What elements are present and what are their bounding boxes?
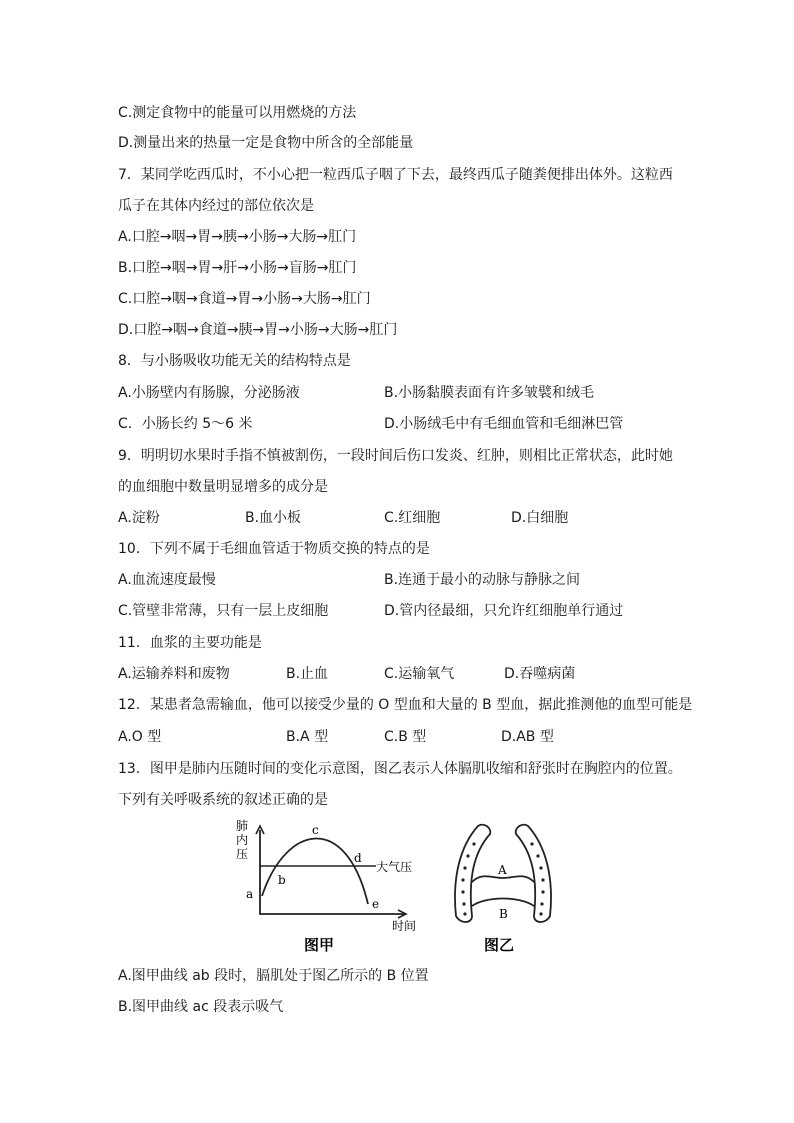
option-c-q7: C.口腔→咽→食道→胃→小肠→大肠→肛门	[118, 291, 371, 307]
ylabel-char2: 内	[236, 833, 249, 847]
option-b-q8: B.小肠黏膜表面有许多皱襞和绒毛	[384, 385, 595, 401]
label-b: B	[499, 907, 508, 921]
option-d-q11: D.吞噬病菌	[504, 666, 576, 682]
option-c-q12: C.B 型	[384, 729, 427, 745]
option-c-q10: C.管壁非常薄，只有一层上皮细胞	[118, 603, 329, 619]
point-b: b	[278, 873, 286, 887]
option-b-q12: B.A 型	[286, 729, 329, 745]
option-d-q6: D.测量出来的热量一定是食物中所含的全部能量	[118, 135, 414, 151]
diaphragm-b	[472, 899, 534, 907]
figure-jia	[226, 816, 426, 958]
option-c-q8: C．小肠长约 5～6 米	[118, 416, 253, 432]
option-c-q9: C.红细胞	[384, 510, 441, 526]
caption-yi: 图乙	[484, 936, 515, 954]
option-d-q12: D.AB 型	[501, 729, 554, 745]
option-a-q7: A.口腔→咽→胃→胰→小肠→大肠→肛门	[118, 229, 357, 245]
question-7-line1: 7．某同学吃西瓜时，不小心把一粒西瓜子咽了下去，最终西瓜子随粪便排出体外。这粒西	[118, 167, 673, 183]
option-b-q10: B.连通于最小的动脉与静脉之间	[384, 572, 581, 588]
label-a: A	[498, 863, 507, 877]
option-a-q8: A.小肠壁内有肠腺，分泌肠液	[118, 385, 300, 401]
question-9-line1: 9．明明切水果时手指不慎被割伤，一段时间后伤口发炎、红肿，则相比正常状态，此时她	[118, 448, 673, 464]
option-a-q13: A.图甲曲线 ab 段时，膈肌处于图乙所示的 B 位置	[118, 968, 429, 984]
question-7-line2: 瓜子在其体内经过的部位依次是	[118, 198, 314, 214]
option-d-q8: D.小肠绒毛中有毛细血管和毛细淋巴管	[384, 416, 624, 432]
question-13-line2: 下列有关呼吸系统的叙述正确的是	[118, 792, 328, 808]
question-10: 10．下列不属于毛细血管适于物质交换的特点的是	[118, 541, 430, 557]
question-12: 12．某患者急需输血，他可以接受少量的 O 型血和大量的 B 型血，据此推测他的血型可能是	[118, 697, 693, 713]
ylabel-char3: 压	[236, 847, 249, 861]
question-13-line1: 13．图甲是肺内压随时间的变化示意图，图乙表示人体膈肌收缩和舒张时在胸腔内的位置。	[118, 761, 682, 777]
option-d-q7: D.口腔→咽→食道→胰→胃→小肠→大肠→肛门	[118, 322, 398, 338]
right-ribcage	[516, 825, 551, 922]
point-c: c	[312, 823, 319, 837]
option-b-q9: B.血小板	[245, 510, 302, 526]
option-c-q6: C.测定食物中的能量可以用燃烧的方法	[118, 105, 357, 121]
option-a-q12: A.O 型	[118, 729, 162, 745]
option-a-q10: A.血流速度最慢	[118, 572, 216, 588]
option-c-q11: C.运输氧气	[384, 666, 455, 682]
question-8: 8．与小肠吸收功能无关的结构特点是	[118, 353, 351, 369]
option-a-q9: A.淀粉	[118, 510, 160, 526]
option-b-q7: B.口腔→咽→胃→肝→小肠→盲肠→肛门	[118, 260, 357, 276]
option-d-q9: D.白细胞	[511, 510, 569, 526]
diaphragm-a	[472, 876, 534, 882]
xlabel: 时间	[392, 919, 417, 933]
pressure-curve	[262, 838, 368, 904]
question-9-line2: 的血细胞中数量明显增多的成分是	[118, 479, 328, 495]
option-b-q11: B.止血	[286, 666, 329, 682]
figure-yi	[438, 816, 568, 958]
point-d: d	[354, 851, 362, 865]
left-ribcage	[455, 825, 490, 922]
option-b-q13: B.图甲曲线 ac 段表示吸气	[118, 999, 284, 1015]
atm-label: 大气压	[376, 860, 413, 874]
option-d-q10: D.管内径最细，只允许红细胞单行通过	[384, 603, 624, 619]
point-e: e	[372, 897, 380, 911]
option-a-q11: A.运输养料和废物	[118, 666, 230, 682]
ylabel-char1: 肺	[236, 819, 249, 833]
question-11: 11．血浆的主要功能是	[118, 635, 262, 651]
caption-jia: 图甲	[304, 936, 335, 954]
point-a: a	[246, 887, 254, 901]
